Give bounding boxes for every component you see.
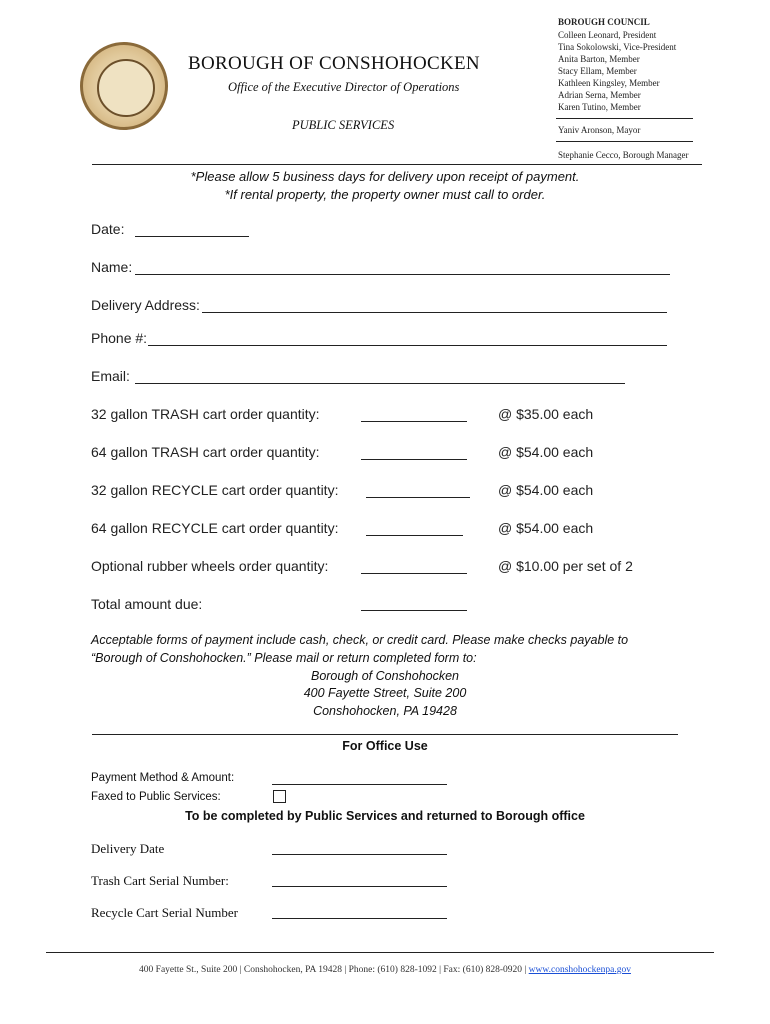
department-label: PUBLIC SERVICES [292, 118, 395, 132]
order-quantity-field[interactable] [366, 497, 470, 498]
order-label: 64 gallon RECYCLE cart order quantity: [91, 520, 339, 536]
mailing-address: Conshohocken, PA 19428 [313, 704, 457, 718]
order-price: @ $10.00 per set of 2 [498, 558, 633, 574]
order-quantity-field[interactable] [361, 459, 467, 460]
footer-rule [46, 952, 714, 953]
total-field[interactable] [361, 610, 467, 611]
name-field[interactable] [135, 274, 670, 275]
delivery-date-label: Delivery Date [91, 841, 165, 856]
mailing-address: 400 Fayette Street, Suite 200 [303, 686, 467, 700]
website-link[interactable]: www.conshohockenpa.gov [528, 965, 631, 975]
order-price: @ $54.00 each [498, 444, 594, 460]
notice-line: *If rental property, the property owner must call to order. [224, 187, 546, 202]
name-label: Name: [91, 259, 133, 275]
order-label: 32 gallon TRASH cart order quantity: [91, 406, 320, 422]
trash-serial-field[interactable] [272, 886, 447, 887]
public-services-heading: To be completed by Public Services and returned to Borough office [185, 809, 585, 823]
faxed-label: Faxed to Public Services: [91, 791, 221, 803]
manager-name: Stephanie Cecco, Borough Manager [558, 150, 689, 160]
council-member: Anita Barton, Member [558, 54, 640, 64]
order-label: Optional rubber wheels order quantity: [91, 558, 329, 574]
payment-method-label: Payment Method & Amount: [91, 772, 235, 784]
order-quantity-field[interactable] [361, 421, 467, 422]
address-field[interactable] [202, 312, 667, 313]
recycle-serial-label: Recycle Cart Serial Number [91, 905, 238, 920]
order-label: 64 gallon TRASH cart order quantity: [91, 444, 320, 460]
mayor-name: Yaniv Aronson, Mayor [558, 125, 641, 135]
footer [0, 965, 770, 975]
divider [556, 141, 693, 142]
divider [556, 118, 693, 119]
total-label: Total amount due: [91, 596, 203, 612]
council-member: Stacy Ellam, Member [558, 66, 637, 76]
phone-label: Phone #: [91, 330, 148, 346]
council-member: Colleen Leonard, President [558, 30, 657, 40]
phone-field[interactable] [148, 345, 667, 346]
delivery-date-field[interactable] [272, 854, 447, 855]
council-member: Adrian Serna, Member [558, 90, 641, 100]
council-member: Karen Tutino, Member [558, 102, 641, 112]
borough-seal [80, 42, 168, 130]
payment-instructions: Acceptable forms of payment include cash, check, or credit card. Please make checks payable to [91, 633, 629, 647]
faxed-checkbox[interactable] [273, 790, 286, 803]
order-price: @ $35.00 each [498, 406, 594, 422]
page-subtitle: Office of the Executive Director of Operations [228, 80, 460, 94]
order-quantity-field[interactable] [361, 573, 467, 574]
order-label: 32 gallon RECYCLE cart order quantity: [91, 482, 339, 498]
payment-instructions: “Borough of Conshohocken.” Please mail or return completed form to: [91, 651, 477, 665]
footer-contact: 400 Fayette St., Suite 200 | Conshohocken, PA 19428 | Phone: (610) 828-1092 | Fax: (610) 828-0920 | [139, 965, 529, 975]
mailing-address: Borough of Conshohocken [310, 669, 460, 683]
date-field[interactable] [135, 236, 249, 237]
order-price: @ $54.00 each [498, 520, 594, 536]
seal-emblem [97, 59, 155, 117]
order-quantity-field[interactable] [366, 535, 463, 536]
date-label: Date: [91, 221, 125, 237]
address-label: Delivery Address: [91, 297, 200, 313]
recycle-serial-field[interactable] [272, 918, 447, 919]
trash-serial-label: Trash Cart Serial Number: [91, 873, 229, 888]
council-member: Tina Sokolowski, Vice-President [558, 42, 677, 52]
email-label: Email: [91, 368, 130, 384]
order-price: @ $54.00 each [498, 482, 594, 498]
council-member: Kathleen Kingsley, Member [558, 78, 660, 88]
council-heading: BOROUGH COUNCIL [558, 17, 650, 27]
header-rule [92, 164, 702, 165]
payment-method-field[interactable] [272, 784, 447, 785]
office-divider [92, 734, 678, 735]
email-field[interactable] [135, 383, 625, 384]
notice-line: *Please allow 5 business days for delivery upon receipt of payment. [190, 169, 580, 184]
office-use-heading: For Office Use [342, 739, 428, 753]
page-title: BOROUGH OF CONSHOHOCKEN [188, 53, 480, 74]
